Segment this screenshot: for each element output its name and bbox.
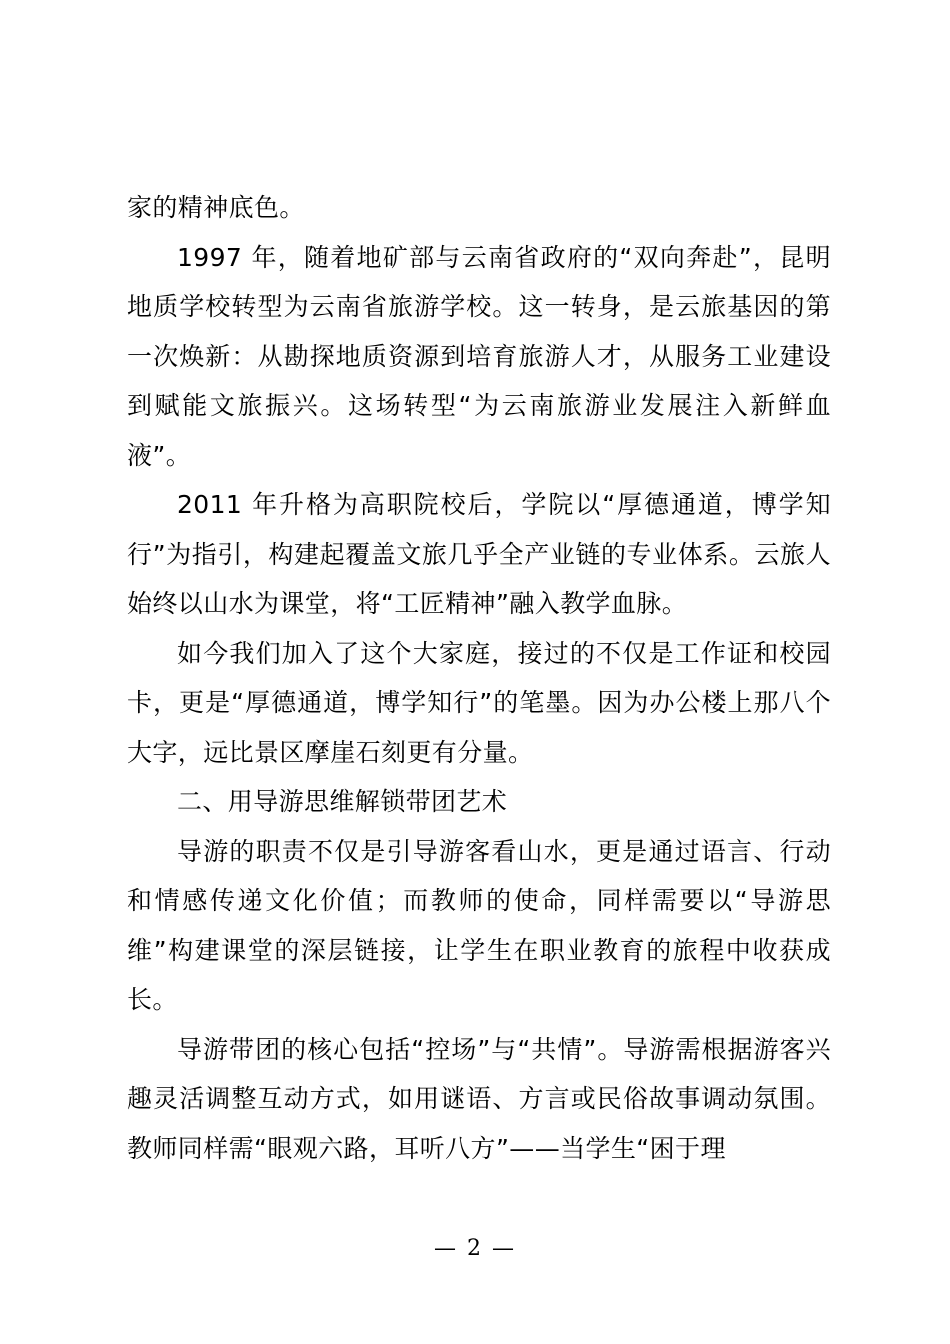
paragraph-joining-family: 如今我们加入了这个大家庭，接过的不仅是工作证和校园卡，更是“厚德通道，博学知行”的笔墨。因为办公楼上那八个大字，远比景区摩崖石刻更有分量。 [127, 638, 831, 767]
document-body [127, 183, 831, 1173]
paragraph-group-leading-core: 导游带团的核心包括“控场”与“共情”。导游需根据游客兴趣灵活调整互动方式，如用谜语、方言或民俗故事调动氛围。教师同样需“眼观六路，耳听八方”——当学生“困于理 [127, 1034, 831, 1163]
page-number: — 2 — [434, 1236, 516, 1261]
section-heading-tour-guide-thinking: 二、用导游思维解锁带团艺术 [177, 787, 508, 816]
paragraph-2011-upgrade: 2011 年升格为高职院校后，学院以“厚德通道，博学知行”为指引，构建起覆盖文旅几乎全产业链的专业体系。云旅人始终以山水为课堂，将“工匠精神”融入教学血脉。 [127, 490, 831, 618]
paragraph-1997-transformation: 1997 年，随着地矿部与云南省政府的“双向奔赴”，昆明地质学校转型为云南省旅游学校。这一转身，是云旅基因的第一次焕新：从勘探地质资源到培育旅游人才，从服务工业建设到赋能文旅振兴。这场转型“为云南旅游业发展注入新鲜血液”。 [127, 242, 831, 470]
paragraph-continuation: 家的精神底色。 [127, 193, 305, 222]
paragraph-tour-guide-duty: 导游的职责不仅是引导游客看山水，更是通过语言、行动和情感传递文化价值；而教师的使命，同样需要以“导游思维”构建课堂的深层链接，让学生在职业教育的旅程中收获成长。 [127, 836, 831, 1014]
